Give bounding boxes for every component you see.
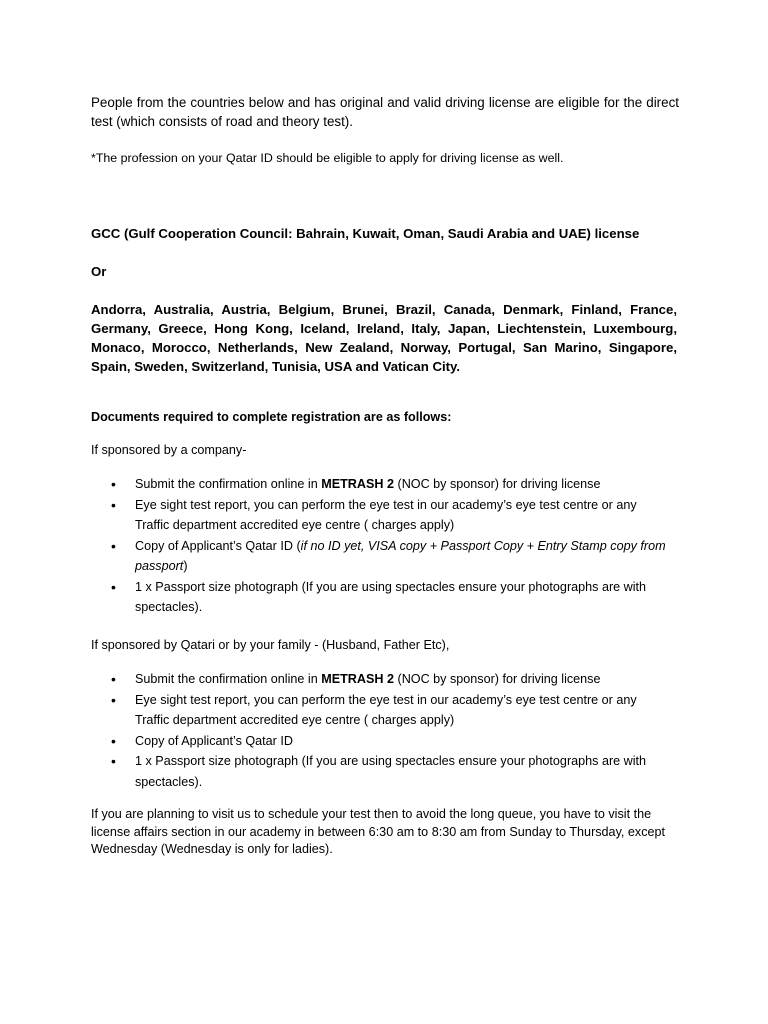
list-item: • 1 x Passport size photograph (If you are using spectacles ensure your photographs are with spectacles).: [111, 751, 671, 792]
list-item: • Eye sight test report, you can perform the eye test in our academy’s eye test centre or any Traffic department accredited eye centre ( charges apply): [111, 495, 671, 536]
list-item: • Copy of Applicant’s Qatar ID (if no ID yet, VISA copy + Passport Copy + Entry Stamp copy from passport): [111, 536, 671, 577]
profession-note: *The profession on your Qatar ID should be eligible to apply for driving license as well.: [91, 151, 564, 165]
list-item: • Submit the confirmation online in METRASH 2 (NOC by sponsor) for driving license: [111, 669, 671, 690]
company-requirements-list: [111, 474, 671, 618]
family-requirements-list: [111, 669, 671, 792]
intro-paragraph: People from the countries below and has original and valid driving license are eligible for the direct test (which consists of road and theory test).: [91, 95, 679, 129]
gcc-heading: GCC (Gulf Cooperation Council: Bahrain, Kuwait, Oman, Saudi Arabia and UAE) license: [91, 226, 640, 241]
countries-list: Andorra, Australia, Austria, Belgium, Brunei, Brazil, Canada, Denmark, Finland, France, Germany, Greece, Hong Kong, Iceland, Ireland, Italy, Japan, Liechtenstein, Luxembourg, Monaco, Morocco, Netherlands, New Zealand, Norway, Portugal, San Marino, Singapore, Spain, Sweden, Switzerland, Tunisia, USA and Vatican City.: [91, 302, 677, 374]
metrash-label: METRASH 2: [321, 477, 394, 491]
list-item: • Copy of Applicant’s Qatar ID: [111, 731, 671, 752]
list-item: • Submit the confirmation online in METRASH 2 (NOC by sponsor) for driving license: [111, 474, 671, 495]
family-sponsor-heading: If sponsored by Qatari or by your family - (Husband, Father Etc),: [91, 638, 450, 652]
or-label: Or: [91, 264, 107, 279]
visit-schedule-note: If you are planning to visit us to schedule your test then to avoid the long queue, you have to visit the license affairs section in our academy in between 6:30 am to 8:30 am from Sunday to Thursday, except Wednesday (Wednesday is only for ladies).: [91, 807, 666, 856]
list-item: • Eye sight test report, you can perform the eye test in our academy’s eye test centre or any Traffic department accredited eye centre ( charges apply): [111, 690, 671, 731]
metrash-label: METRASH 2: [321, 672, 394, 686]
documents-heading: Documents required to complete registration are as follows:: [91, 410, 452, 424]
company-sponsor-heading: If sponsored by a company-: [91, 443, 247, 457]
list-item: • 1 x Passport size photograph (If you are using spectacles ensure your photographs are with spectacles).: [111, 577, 671, 618]
